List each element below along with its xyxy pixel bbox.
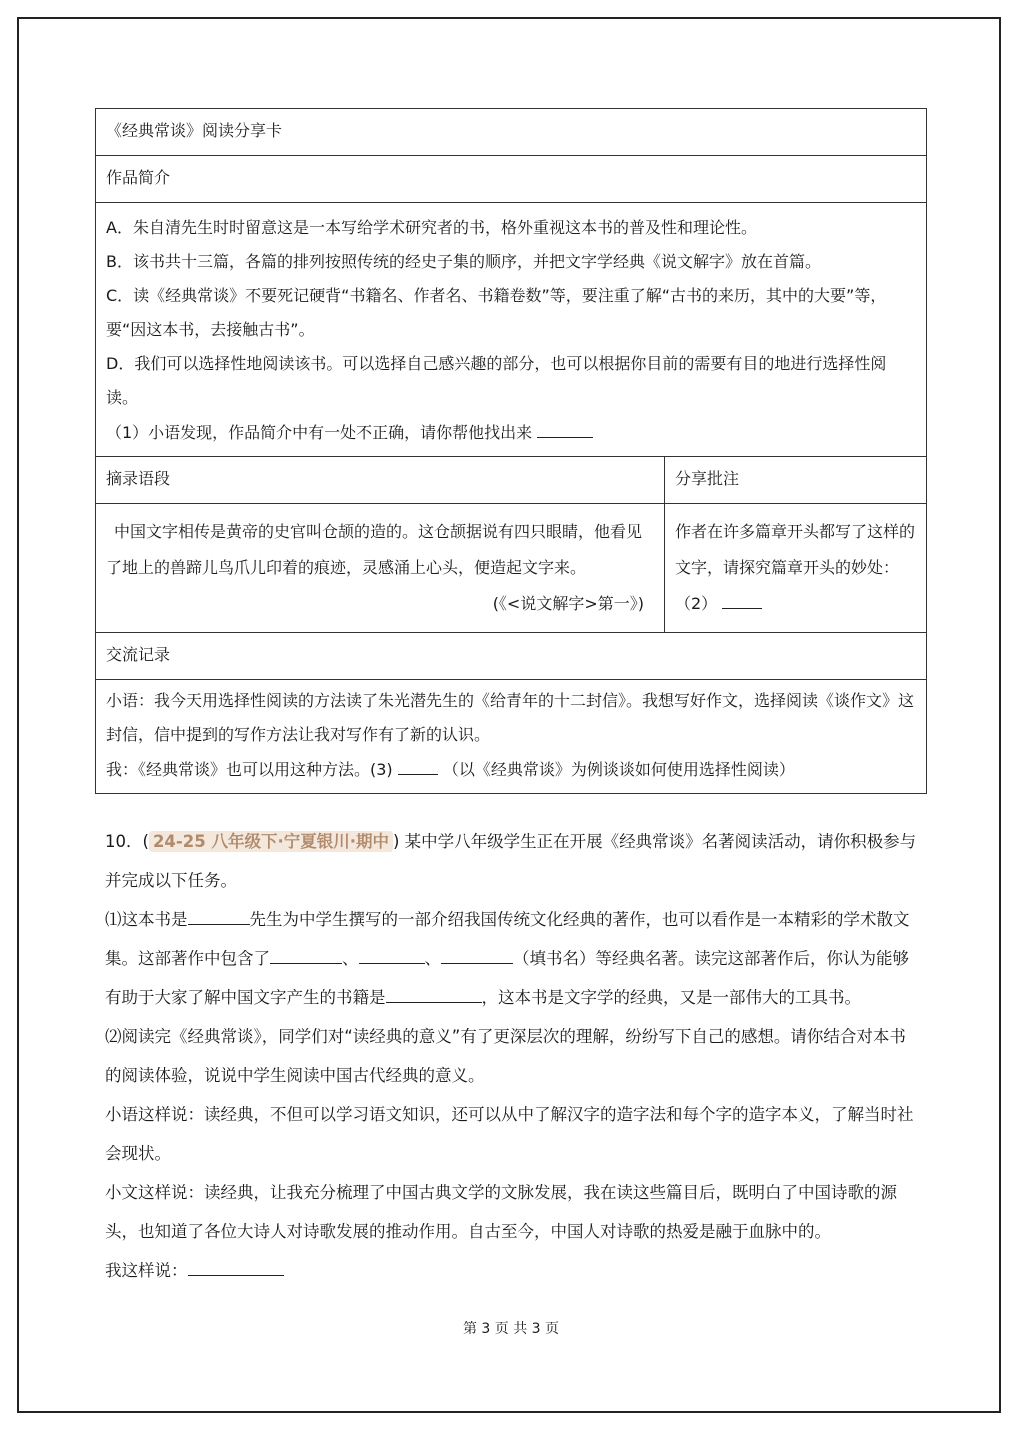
q10-number: 10．(	[105, 832, 149, 851]
blank-author[interactable]	[188, 902, 250, 925]
share-cell	[665, 504, 927, 633]
blank-book-1[interactable]	[270, 941, 342, 964]
question-1-text: （1）小语发现，作品简介中有一处不正确，请你帮他找出来	[106, 423, 533, 442]
q10-p1-sep-2: 、	[424, 949, 441, 968]
reading-share-card	[95, 108, 927, 794]
q10-xiaoyu: 小语这样说：读经典，不但可以学习语文知识，还可以从中了解汉字的造字法和每个字的造字本义，了解当时社会现状。	[105, 1105, 914, 1163]
excerpt-text: 中国文字相传是黄帝的史官叫仓颉的造的。这仓颉据说有四只眼睛，他看见了地上的兽蹄儿鸟爪儿印着的痕迹，灵感涌上心头，便造起文字来。	[106, 522, 643, 577]
question-2-text: （2）	[675, 594, 718, 613]
question-10	[105, 822, 921, 1290]
card-title: 《经典常谈》阅读分享卡	[96, 109, 927, 156]
answer-blank-1[interactable]	[537, 415, 593, 438]
blank-my-answer[interactable]	[188, 1253, 284, 1276]
q10-p1-text-c: （填书名）等经典名著。读完这部著作后，你认为能够有助于大家了解中国文字产生的书籍是	[105, 949, 909, 1007]
option-a: A．朱自清先生时时留意这是一本写给学术研究者的书，格外重视这本书的普及性和理论性。	[106, 218, 757, 237]
q10-p1-sep-1: 、	[342, 949, 359, 968]
q10-intro	[105, 822, 921, 900]
q10-my-answer	[105, 1251, 921, 1290]
log-line-2	[106, 752, 916, 787]
excerpt-cell	[96, 504, 665, 633]
q10-p1-text-d: ，这本书是文字学的经典，又是一部伟大的工具书。	[481, 988, 861, 1007]
log-line-1: 小语：我今天用选择性阅读的方法读了朱光潜先生的《给青年的十二封信》。我想写好作文，选择阅读《谈作文》这封信，信中提到的写作方法让我对写作有了新的认识。	[106, 691, 915, 744]
q10-part-2: ⑵阅读完《经典常谈》，同学们对“读经典的意义”有了更深层次的理解，纷纷写下自己的感想。请你结合对本书的阅读体验，说说中学生阅读中国古代经典的意义。	[105, 1027, 906, 1085]
answer-blank-3[interactable]	[398, 752, 438, 775]
share-text: 作者在许多篇章开头都写了这样的文字，请探究篇章开头的妙处：	[675, 522, 916, 577]
option-c: C．读《经典常谈》不要死记硬背“书籍名、作者名、书籍卷数”等，要注重了解“古书的来历，其中的大要”等，要“因这本书，去接触古书”。	[106, 286, 887, 339]
page-footer: 第 3 页 共 3 页	[462, 1321, 560, 1337]
question-1	[106, 415, 916, 450]
option-b: B．该书共十三篇，各篇的排列按照传统的经史子集的顺序，并把文字学经典《说文解字》放在首篇。	[106, 252, 821, 271]
answer-blank-2[interactable]	[722, 586, 762, 609]
q10-my-answer-label: 我这样说：	[105, 1261, 188, 1280]
log-line-2-end: （以《经典常谈》为例谈谈如何使用选择性阅读）	[442, 760, 795, 779]
q10-p1-text-a: ⑴这本书是	[105, 910, 188, 929]
intro-header: 作品简介	[96, 156, 927, 203]
share-header: 分享批注	[665, 457, 927, 504]
log-header: 交流记录	[96, 633, 927, 680]
blank-book-4[interactable]	[386, 980, 482, 1003]
blank-book-2[interactable]	[359, 941, 425, 964]
q10-xiaowen: 小文这样说：读经典，让我充分梳理了中国古典文学的文脉发展，我在读这些篇目后，既明白了中国诗歌的源头，也知道了各位大诗人对诗歌发展的推动作用。自古至今，中国人对诗歌的热爱是融于血脉中的。	[105, 1183, 897, 1241]
excerpt-source: (《<说文解字>第一》)	[492, 594, 644, 613]
excerpt-header: 摘录语段	[96, 457, 665, 504]
q10-p1-text-b: 先生为中学生撰写的一部介绍我国传统文化经典的著作，也可以看作是一本精彩的学术散文集。这部著作中包含了	[105, 910, 910, 968]
log-content	[96, 680, 927, 794]
log-line-2-start: 我：《经典常谈》也可以用这种方法。(3)	[106, 760, 393, 779]
blank-book-3[interactable]	[441, 941, 513, 964]
intro-content	[96, 203, 927, 457]
q10-source-tag: 24-25 八年级下·宁夏银川·期中	[149, 831, 393, 852]
q10-part-1	[105, 900, 921, 1017]
option-d: D．我们可以选择性地阅读该书。可以选择自己感兴趣的部分，也可以根据你目前的需要有目的地进行选择性阅读。	[106, 354, 887, 407]
q10-intro-text: ) 某中学八年级学生正在开展《经典常谈》名著阅读活动，请你积极参与并完成以下任务。	[105, 832, 917, 890]
question-2	[675, 586, 916, 622]
